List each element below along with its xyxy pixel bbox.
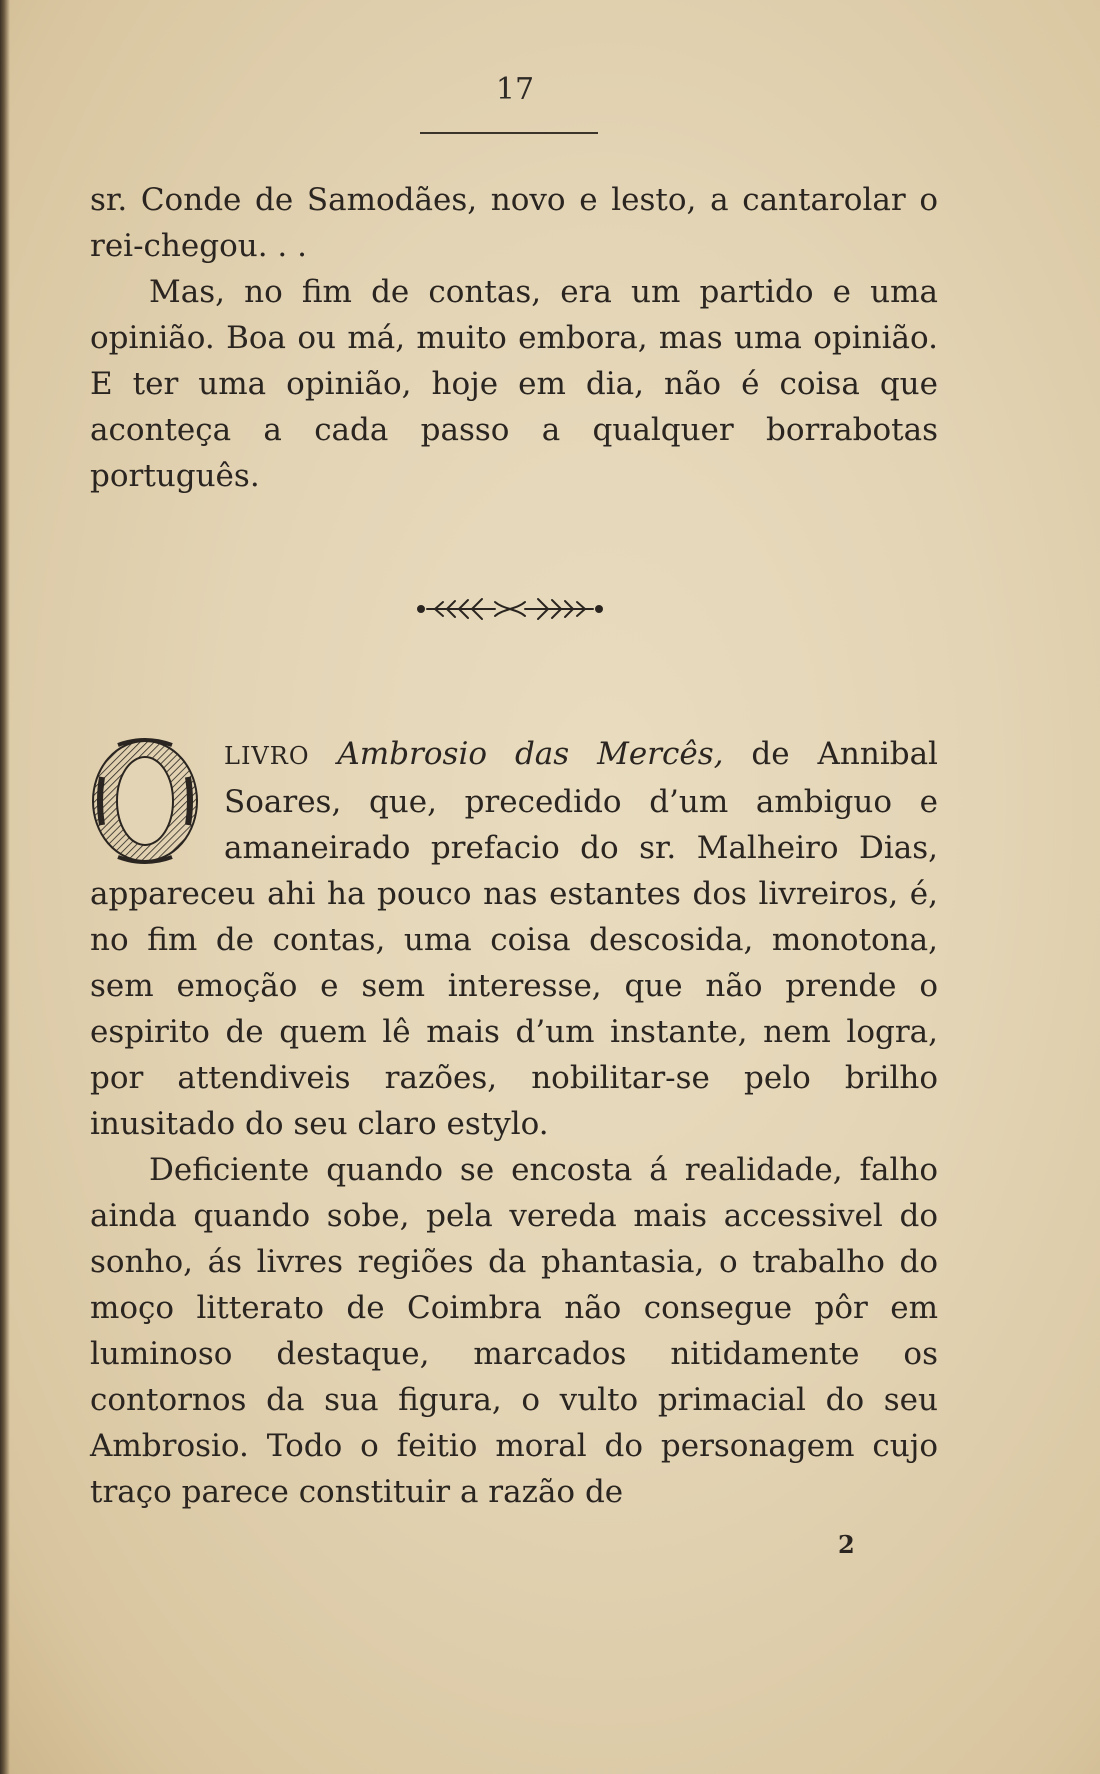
continued-text [90, 177, 938, 499]
paragraph-review-intro [90, 731, 938, 1147]
drop-cap-o-icon [88, 737, 202, 865]
book-title: Ambrosio das Mercês, [337, 736, 724, 772]
section-divider-ornament-icon [415, 590, 605, 628]
paragraph-review-body: de Annibal Soares, que, precedido d’um ambiguo e amaneirado prefacio do sr. Malheiro Dias, appareceu ahi ha pouco nas estantes dos livreiros, é, no fim de contas, uma coisa descosida, monotona, sem emoção e sem interesse, que não prende o espirito de quem lê mais d’um instante, nem logra, por attendiveis razões, nobilitar-se pelo brilho inusitado do seu claro estylo. [90, 736, 938, 1142]
paragraph-continued: sr. Conde de Samodães, novo e lesto, a cantarolar o rei-chegou. . . [90, 182, 938, 264]
header-rule [420, 132, 598, 134]
review-text [90, 731, 938, 1515]
paragraph-opinion: Mas, no fim de contas, era um partido e uma opinião. Boa ou má, muito embora, mas uma opinião. E ter uma opinião, hoje em dia, não é coisa que aconteça a cada passo a qualquer borrabotas português. [90, 274, 938, 494]
page-number: 17 [495, 72, 535, 107]
lead-word: LIVRO [224, 742, 310, 770]
paragraph-critique: Deficiente quando se encosta á realidade, falho ainda quando sobe, pela vereda mais accessivel do sonho, ás livres regiões da phantasia, o trabalho do moço litterato de Coimbra não consegue pôr em luminoso destaque, marcados nitidamente os contornos da sua figura, o vulto primacial do seu Ambrosio. Todo o feitio moral do personagem cujo traço parece constituir a razão de [90, 1152, 938, 1510]
printer-signature: 2 [838, 1530, 855, 1559]
